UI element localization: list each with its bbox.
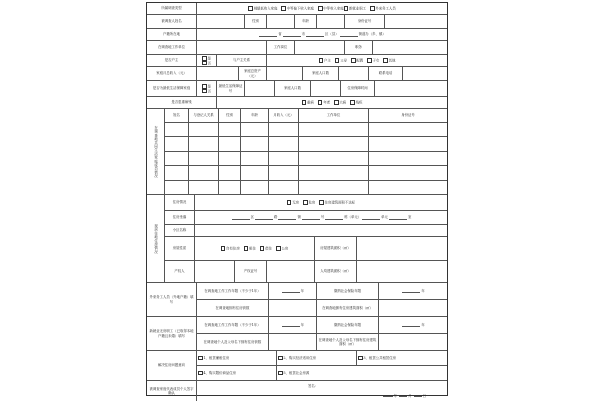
street-text: 街道办（乡、镇） <box>358 32 386 37</box>
cert-label: 产权证号 <box>235 261 267 282</box>
illness-option[interactable]: 大病 <box>334 100 346 105</box>
survey-type-option[interactable]: 城镇低收入家庭 <box>248 6 277 11</box>
housing-status-row <box>165 195 447 211</box>
signature-name-text: 签名： <box>308 383 319 388</box>
housing-section <box>147 195 447 283</box>
preference-option[interactable]: 2、购买经济适用住房 <box>277 351 357 365</box>
security-size-label: 家庭人口数 <box>275 81 311 96</box>
new-work-years-label: 在调查地工作工作年限（不少于1年） <box>197 317 269 333</box>
survey-type-option[interactable]: 中等收入家庭 <box>318 6 344 11</box>
assets-field[interactable] <box>267 67 303 80</box>
migrant-label: 外来务工人员（外地户籍）填写 <box>147 283 197 316</box>
illness-label: 是否患重病残 <box>147 97 217 108</box>
table-row[interactable] <box>165 166 447 180</box>
migrant-work-years-field[interactable]: 年 <box>269 283 317 299</box>
community-row <box>165 225 447 237</box>
owner-field[interactable] <box>195 261 235 282</box>
new-house-count-field[interactable] <box>269 334 317 350</box>
migrant-insurance-label: 缴纳社会保险年限 <box>317 283 379 299</box>
migrant-house-count-label: 在调查地拥有住房套数 <box>197 300 269 316</box>
new-insurance-label: 缴纳社会保险年限 <box>317 317 379 333</box>
signature-label: 被调查家庭代表成员个人签字确认 <box>147 381 197 401</box>
title-field[interactable] <box>373 41 447 54</box>
minimum-yes[interactable]: 是 <box>202 84 211 89</box>
col-name: 姓名 <box>165 109 189 122</box>
migrant-section <box>147 283 447 317</box>
age-label: 年龄 <box>295 15 317 28</box>
preference-section <box>147 351 447 381</box>
minimum-no[interactable]: 否 <box>202 89 211 94</box>
workplace-field[interactable] <box>197 41 267 54</box>
area-label: 房屋建筑面积（㎡） <box>315 237 357 260</box>
respondent-name-label: 被调查人姓名 <box>147 15 197 28</box>
housing-survey-form <box>146 2 448 399</box>
housing-label: 现居住地住房情况 <box>147 195 165 282</box>
householder-no[interactable]: 否 <box>202 61 211 66</box>
new-employee-label: 新就业无房职工（已取得本地户籍且未婚）填写 <box>147 317 197 350</box>
house-nature-row <box>165 237 447 261</box>
household-size-field[interactable] <box>339 67 369 80</box>
illness-option[interactable]: 重病 <box>302 100 314 105</box>
migrant-house-area-field[interactable] <box>379 300 447 316</box>
gender-label: 性别 <box>245 15 267 28</box>
new-employee-row-1 <box>197 317 447 334</box>
district-text: 区（县） <box>325 32 339 37</box>
preference-option[interactable]: 5、租赁社会房源 <box>277 366 447 380</box>
col-age: 年龄 <box>241 109 269 122</box>
insured-time-field[interactable] <box>375 81 447 96</box>
id-field[interactable] <box>385 15 447 28</box>
table-row[interactable] <box>165 181 447 194</box>
preference-option[interactable]: 1、租赁廉租住房 <box>197 351 277 365</box>
illness-options <box>217 97 447 108</box>
minimum-cert-label: 最低生活保障证号 <box>217 81 245 96</box>
new-employee-table <box>197 317 447 350</box>
survey-type-label: 所属调查类型 <box>147 3 197 14</box>
hukou-location-field[interactable] <box>197 29 447 40</box>
minimum-security-label: 是否为最低生活保障家庭 <box>147 81 197 96</box>
migrant-insurance-field[interactable]: 年 <box>379 283 447 299</box>
city-text: 市 <box>301 32 306 37</box>
migrant-table <box>197 283 447 316</box>
minimum-cert-field[interactable] <box>245 81 275 96</box>
house-nature-option[interactable]: 借住 <box>260 246 272 251</box>
area-field[interactable] <box>357 237 447 260</box>
year-text: 年 <box>393 394 398 399</box>
household-size-label: 家庭人口数 <box>303 67 339 80</box>
migrant-row-2 <box>197 300 447 316</box>
assets-label: 家庭总资产（元） <box>239 67 267 80</box>
family-members-section <box>147 109 447 195</box>
householder-yes[interactable]: 是 <box>202 56 211 61</box>
preference-options <box>197 351 447 380</box>
position-label: 工作岗位 <box>267 41 295 54</box>
preference-label: 解决住房问题意向 <box>147 351 197 380</box>
new-insurance-field[interactable]: 年 <box>379 317 447 333</box>
illness-option[interactable]: 年老 <box>318 100 330 105</box>
survey-type-option[interactable]: 新就业职工 <box>344 6 366 11</box>
survey-type-option[interactable]: 外来务工人员 <box>370 6 396 11</box>
owner-label: 产权人 <box>165 261 195 282</box>
householder-row <box>147 55 447 67</box>
preference-option[interactable]: 3、租赁公共租赁住房 <box>357 351 447 365</box>
province-text: 省 <box>278 32 282 37</box>
security-size-field[interactable] <box>311 81 341 96</box>
community-field[interactable] <box>195 225 447 236</box>
hukou-location-row <box>147 29 447 41</box>
income-row <box>147 67 447 81</box>
housing-status-options <box>195 195 447 210</box>
house-nature-options <box>195 237 315 260</box>
housing-address-field[interactable]: 区 路 街 号 栋（单元） 单元 室 <box>195 211 447 224</box>
illness-option[interactable]: 残疾 <box>350 100 362 105</box>
per-area-field[interactable] <box>357 261 447 282</box>
new-house-area-field[interactable] <box>379 334 447 350</box>
minimum-security-row <box>147 81 447 97</box>
housing-table <box>165 195 447 282</box>
housing-status-option[interactable]: 住房建筑面积不达标 <box>319 200 355 205</box>
new-house-area-label: 在调查地个人及父母名下拥有住房建筑面积（㎡） <box>317 334 379 350</box>
preference-row-2 <box>197 366 447 380</box>
insured-time-label: 住房保障时间 <box>341 81 375 96</box>
gender-field[interactable] <box>267 15 295 28</box>
phone-label: 联系电话 <box>369 67 403 80</box>
housing-status-label: 住房情况 <box>165 195 195 210</box>
relation-option[interactable]: 户主 <box>319 58 331 63</box>
relation-options <box>267 55 447 66</box>
family-members-label: 在调查地共同生活家庭成员情况 <box>147 109 165 194</box>
preference-row-1 <box>197 351 447 366</box>
month-text: 月 <box>408 394 412 399</box>
house-nature-option[interactable]: 自有住房 <box>221 246 240 251</box>
col-relation: 与登记人关系 <box>189 109 219 122</box>
new-employee-section <box>147 317 447 351</box>
workplace-label: 在调查地工作单位 <box>147 41 197 54</box>
relation-option[interactable]: 其他 <box>383 58 395 63</box>
cert-field[interactable] <box>267 261 315 282</box>
migrant-row-1 <box>197 283 447 300</box>
hukou-location-label: 户籍所在地 <box>147 29 197 40</box>
migrant-house-area-label: 在调查地拥有住房建筑面积（㎡） <box>317 300 379 316</box>
migrant-work-years-label: 在调查地工作工作年限（不少于1年） <box>197 283 269 299</box>
col-id: 身份证号 <box>401 113 415 118</box>
family-members-header <box>165 109 447 123</box>
survey-type-row <box>147 3 447 15</box>
monthly-income-label: 家庭月总收入（元） <box>147 67 197 80</box>
respondent-name-field[interactable] <box>197 15 245 28</box>
householder-label: 是否户主 <box>147 55 197 66</box>
housing-status-option[interactable]: 无房 <box>287 200 299 205</box>
house-nature-option[interactable]: 租住 <box>244 246 256 251</box>
day-text: 日 <box>422 394 426 399</box>
table-row[interactable] <box>165 137 447 151</box>
new-employee-row-2 <box>197 334 447 350</box>
table-row[interactable] <box>165 152 447 166</box>
minimum-security-options <box>197 81 217 96</box>
relation-option[interactable]: 父母 <box>335 58 347 63</box>
new-work-years-field[interactable]: 年 <box>269 317 317 333</box>
per-area-label: 人均建筑面积（㎡） <box>315 261 357 282</box>
signature-section <box>147 381 447 401</box>
survey-type-option[interactable]: 中等偏下收入家庭 <box>281 6 314 11</box>
relation-label: 与户主关系 <box>217 55 267 66</box>
illness-row <box>147 97 447 109</box>
migrant-house-count-field[interactable] <box>269 300 317 316</box>
relation-option[interactable]: 配偶 <box>351 58 363 63</box>
workplace-row <box>147 41 447 55</box>
survey-type-options <box>197 3 447 14</box>
householder-options <box>197 55 217 66</box>
phone-field[interactable] <box>403 67 447 80</box>
signature-area[interactable] <box>197 381 447 401</box>
community-label: 小区名称 <box>165 225 195 236</box>
respondent-row <box>147 15 447 29</box>
id-label: 身份证号 <box>345 15 385 28</box>
col-income: 月收入（元） <box>269 109 299 122</box>
col-gender: 性别 <box>219 109 241 122</box>
house-nature-option[interactable]: 公房 <box>276 246 288 251</box>
housing-address-row <box>165 211 447 225</box>
title-label: 职务 <box>345 41 373 54</box>
preference-option[interactable]: 4、购买限价商品住房 <box>197 366 277 380</box>
relation-option[interactable]: 子女 <box>367 58 379 63</box>
monthly-income-field[interactable] <box>197 67 239 80</box>
housing-status-option[interactable]: 危房 <box>303 200 315 205</box>
family-members-table <box>165 109 447 194</box>
new-house-count-label: 在调查地个人及父母名下拥有住房套数 <box>197 334 269 350</box>
position-field[interactable] <box>295 41 345 54</box>
house-nature-label: 房屋性质 <box>165 237 195 260</box>
housing-address-label: 住房坐落 <box>165 211 195 224</box>
col-workplace: 工作单位 <box>299 109 369 122</box>
age-field[interactable] <box>317 15 345 28</box>
table-row[interactable] <box>165 123 447 137</box>
owner-row <box>165 261 447 282</box>
